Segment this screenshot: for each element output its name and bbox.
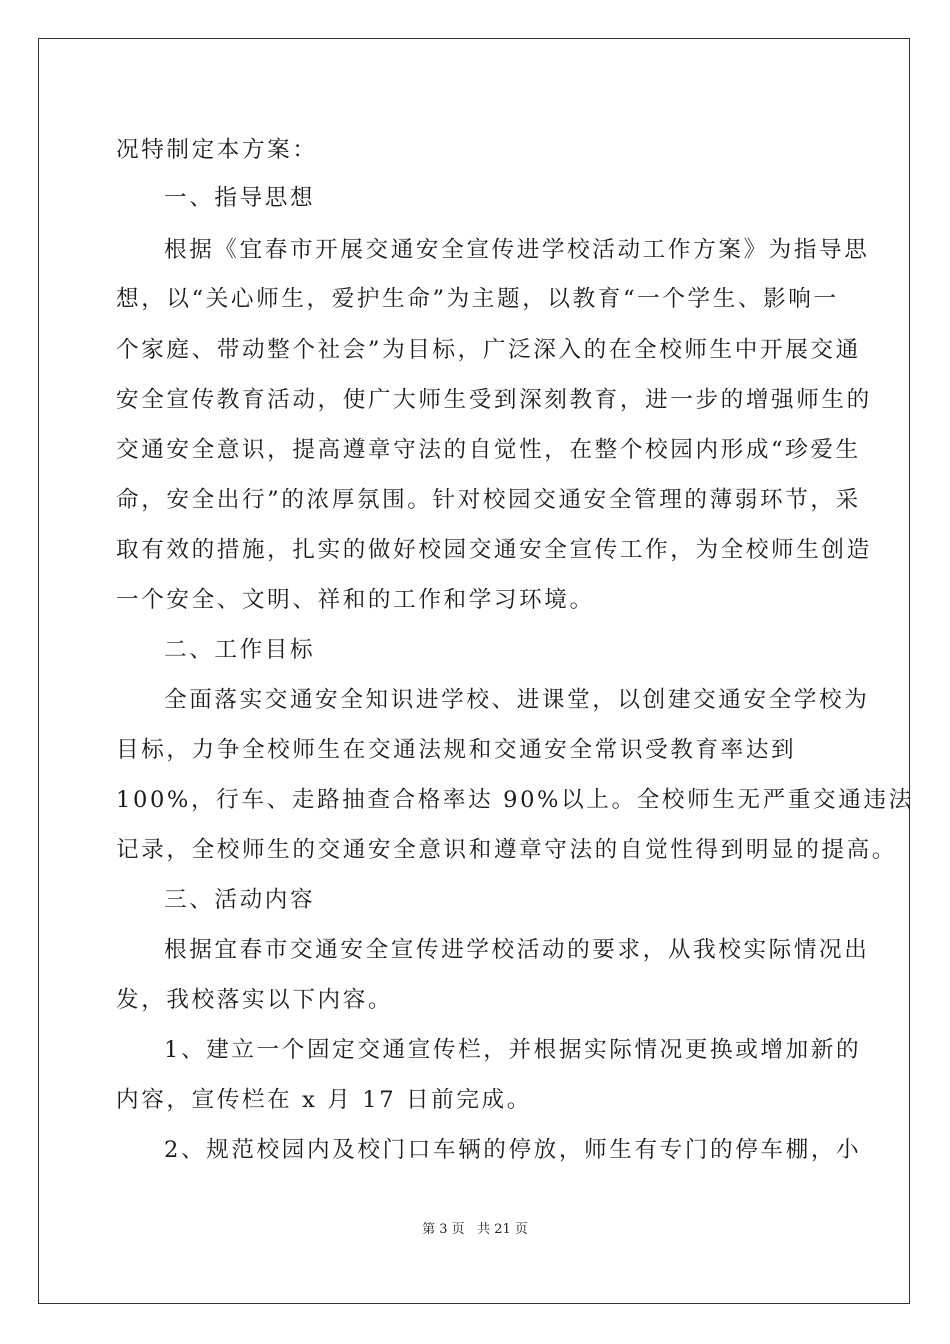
text-line: 况特制定本方案： — [116, 137, 318, 163]
total-pages-label: 共 21 页 — [477, 1222, 528, 1237]
text-line: 命，安全出行”的浓厚氛围。针对校园交通安全管理的薄弱环节，采 — [116, 487, 861, 513]
text-line: 100%，行车、走路抽查合格率达 90%以上。全校师生无严重交通违法 — [116, 787, 914, 813]
text-line: 安全宣传教育活动，使广大师生受到深刻教育，进一步的增强师生的 — [116, 387, 872, 413]
section-heading: 一、指导思想 — [164, 185, 316, 211]
text-line: 一个安全、文明、祥和的工作和学习环境。 — [116, 587, 595, 613]
current-page-label: 第 3 页 — [422, 1222, 465, 1237]
text-line: 个家庭、带动整个社会”为目标，广泛深入的在全校师生中开展交通 — [116, 337, 861, 363]
page-footer — [0, 1218, 950, 1237]
text-line: 取有效的措施，扎实的做好校园交通安全宣传工作，为全校师生创造 — [116, 537, 872, 563]
text-line: 全面落实交通安全知识进学校、进课堂，以创建交通安全学校为 — [164, 687, 870, 713]
text-line: 目标，力争全校师生在交通法规和交通安全常识受教育率达到 — [116, 737, 797, 763]
text-line: 记录，全校师生的交通安全意识和遵章守法的自觉性得到明显的提高。 — [116, 837, 898, 863]
section-heading: 三、活动内容 — [164, 887, 316, 913]
text-line: 交通安全意识，提高遵章守法的自觉性，在整个校园内形成“珍爱生 — [116, 437, 861, 463]
text-line: 内容，宣传栏在 x 月 17 日前完成。 — [116, 1087, 532, 1113]
text-line: 根据《宜春市开展交通安全宣传进学校活动工作方案》为指导思 — [164, 237, 870, 263]
text-line: 2、规范校园内及校门口车辆的停放，师生有专门的停车棚，小 — [164, 1137, 862, 1163]
text-line: 1、建立一个固定交通宣传栏，并根据实际情况更换或增加新的 — [164, 1037, 862, 1063]
text-line: 想，以“关心师生，爱护生命”为主题，以教育“一个学生、影响一 — [116, 286, 839, 312]
section-heading: 二、工作目标 — [164, 637, 316, 663]
text-line: 发，我校落实以下内容。 — [116, 987, 394, 1013]
text-line: 根据宜春市交通安全宣传进学校活动的要求，从我校实际情况出 — [164, 937, 870, 963]
